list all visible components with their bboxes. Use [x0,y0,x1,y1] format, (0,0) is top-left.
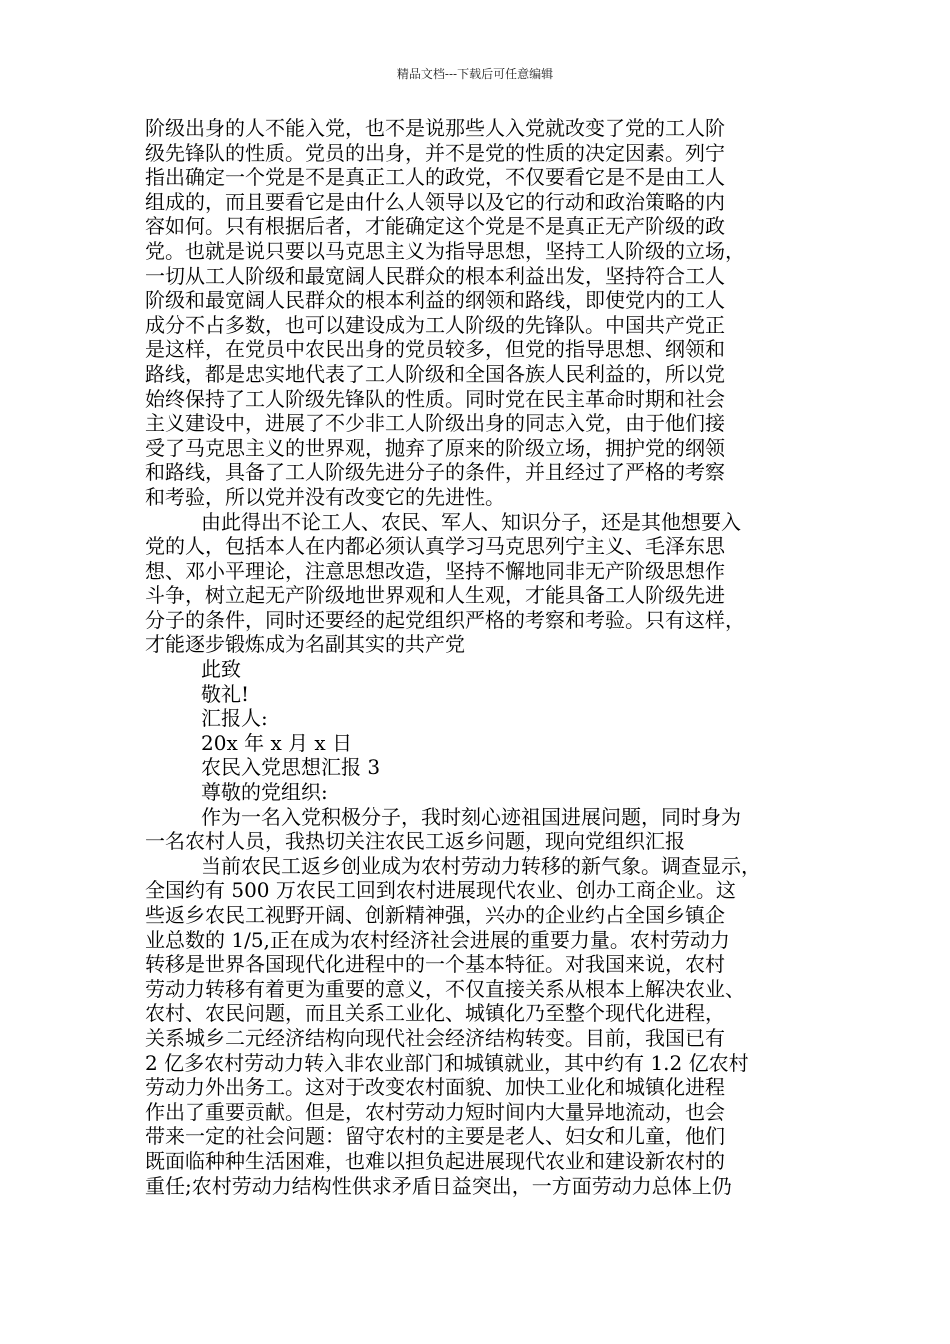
paragraph-start-line: 当前农民工返乡创业成为农村劳动力转移的新气象。调查显示， [201,853,761,878]
text-line: 始终保持了工人阶级先锋队的性质。同时党在民主革命时期和社会 [145,386,725,411]
text-line: 分子的条件，同时还要经的起党组织严格的考察和考验。只有这样， [145,607,745,632]
text-line: 带来一定的社会问题：留守农村的主要是老人、妇女和儿童，他们 [145,1124,725,1149]
document-body [145,116,835,1198]
text-line: 劳动力转移有着更为重要的意义，不仅直接关系从根本上解决农业、 [145,976,745,1001]
text-line: 路线，都是忠实地代表了工人阶级和全国各族人民利益的，所以党 [145,361,725,386]
text-line: 些返乡农民工视野开阔、创新精神强，兴办的企业约占全国乡镇企 [145,903,725,927]
text-line: 转移是世界各国现代化进程中的一个基本特征。对我国来说，农村 [145,952,725,977]
text-line: 关系城乡二元经济结构向现代社会经济结构转变。目前，我国已有 [145,1025,725,1050]
text-line: 和考验，所以党并没有改变它的先进性。 [145,484,505,509]
text-line: 和路线，具备了工人阶级先进分子的条件，并且经过了严格的考察 [145,460,725,485]
closing-salutation: 此致 [201,657,241,682]
text-line: 主义建设中，进展了不少非工人阶级出身的同志入党，由于他们接 [145,411,725,436]
text-line: 阶级和最宽阔人民群众的根本利益的纲领和路线，即使党内的工人 [145,288,725,313]
text-line: 级先锋队的性质。党员的出身，并不是党的性质的决定因素。列宁 [145,140,725,165]
text-line: 党的人，包括本人在内都必须认真学习马克思列宁主义、毛泽东思 [145,534,725,559]
text-line: 一切从工人阶级和最宽阔人民群众的根本利益出发，坚持符合工人 [145,263,725,288]
text-line: 2 亿多农村劳动力转入非农业部门和城镇就业，其中约有 1.2 亿农村 [145,1050,749,1075]
text-line: 容如何。只有根据后者，才能确定这个党是不是真正无产阶级的政 [145,214,725,239]
text-line: 阶级出身的人不能入党，也不是说那些人入党就改变了党的工人阶 [145,116,725,140]
report-date: 20x 年 x 月 x 日 [201,730,353,755]
text-line: 重任;农村劳动力结构性供求矛盾日益突出，一方面劳动力总体上仍 [145,1173,732,1198]
text-line: 组成的，而且要看它是由什么人领导以及它的行动和政治策略的内 [145,189,725,214]
text-line: 一名农村人员，我热切关注农民工返乡问题，现向党组织汇报 [145,829,685,854]
text-line: 成分不占多数，也可以建设成为工人阶级的先锋队。中国共产党正 [145,312,725,337]
closing-regards: 敬礼! [201,681,250,706]
text-line: 指出确定一个党是不是真正工人的政党，不仅要看它是不是由工人 [145,165,725,190]
text-line: 是这样，在党员中农民出身的党员较多，但党的指导思想、纲领和 [145,337,725,362]
text-line: 斗争，树立起无产阶级地世界观和人生观，才能具备工人阶级先进 [145,583,725,608]
text-line: 业总数的 1/5,正在成为农村经济社会进展的重要力量。农村劳动力 [145,927,730,952]
text-line: 农村、农民问题，而且关系工业化、城镇化乃至整个现代化进程， [145,1001,725,1026]
text-line: 想、邓小平理论，注意思想改造，坚持不懈地同非无产阶级思想作 [145,558,725,583]
paragraph-start-line: 由此得出不论工人、农民、军人、知识分子，还是其他想要入 [201,509,741,534]
text-line: 党。也就是说只要以马克思主义为指导思想，坚持工人阶级的立场， [145,238,745,263]
text-line: 作出了重要贡献。但是，农村劳动力短时间内大量异地流动，也会 [145,1099,725,1124]
text-line: 受了马克思主义的世界观，抛弃了原来的阶级立场，拥护党的纲领 [145,435,725,460]
reporter-label: 汇报人: [201,706,268,731]
text-line: 全国约有 500 万农民工回到农村进展现代农业、创办工商企业。这 [145,878,736,903]
section-title: 农民入党思想汇报 3 [201,755,381,780]
text-line: 既面临种种生活困难，也难以担负起进展现代农业和建设新农村的 [145,1148,725,1173]
greeting: 尊敬的党组织: [201,780,328,805]
page-header: 精品文档---下载后可任意编辑 [396,67,554,81]
paragraph-start-line: 作为一名入党积极分子，我时刻心迹祖国进展问题，同时身为 [201,804,741,829]
text-line: 劳动力外出务工。这对于改变农村面貌、加快工业化和城镇化进程 [145,1075,725,1100]
text-line: 才能逐步锻炼成为名副其实的共产党 [145,632,465,657]
